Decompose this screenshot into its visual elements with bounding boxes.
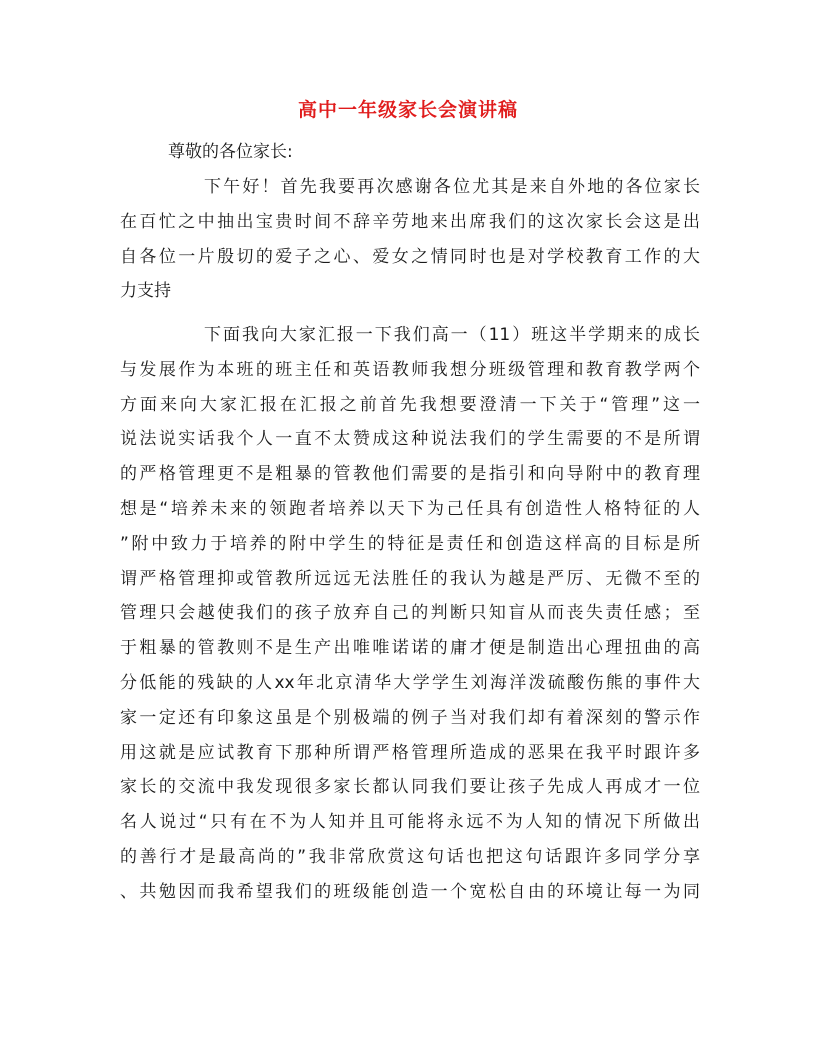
paragraph-line: 方面来向大家汇报在汇报之前首先我想要澄清一下关于“管理”这一 <box>120 394 700 415</box>
paragraph-2 <box>120 318 700 910</box>
paragraph-line: 下午好！首先我要再次感谢各位尤其是来自外地的各位家长 <box>204 177 700 197</box>
paragraph-line: 谓严格管理抑或管教所远远无法胜任的我认为越是严厉、无微不至的 <box>120 568 700 589</box>
paragraph-line: 家长的交流中我发现很多家长都认同我们要让孩子先成人再成才一位 <box>120 777 700 798</box>
paragraph-line: 分低能的残缺的人xx年北京清华大学学生刘海洋泼硫酸伤熊的事件大 <box>120 672 700 693</box>
document-title: 高中一年级家长会演讲稿 <box>297 99 518 121</box>
salutation: 尊敬的各位家长: <box>168 142 293 162</box>
paragraph-line: 自各位一片殷切的爱子之心、爱女之情同时也是对学校教育工作的大 <box>120 246 700 267</box>
paragraph-line: 、共勉因而我希望我们的班级能创造一个宽松自由的环境让每一为同 <box>120 881 700 902</box>
paragraph-line: 于粗暴的管教则不是生产出唯唯诺诺的庸才便是制造出心理扭曲的高 <box>120 638 700 659</box>
paragraph-line: 家一定还有印象这虽是个别极端的例子当对我们却有着深刻的警示作 <box>120 707 700 728</box>
paragraph-line: 用这就是应试教育下那种所谓严格管理所造成的恶果在我平时跟许多 <box>120 742 700 763</box>
paragraph-line: 的严格管理更不是粗暴的管教他们需要的是指引和向导附中的教育理 <box>120 464 700 485</box>
paragraph-line: 下面我向大家汇报一下我们高一（11）班这半学期来的成长 <box>204 325 700 345</box>
paragraph-line: 说法说实话我个人一直不太赞成这种说法我们的学生需要的不是所谓 <box>120 429 700 450</box>
paragraph-line: 管理只会越使我们的孩子放弃自己的判断只知盲从而丧失责任感；至 <box>120 603 700 624</box>
paragraph-line: 力支持 <box>120 281 171 302</box>
paragraph-1 <box>120 170 700 309</box>
paragraph-line: 名人说过“只有在不为人知并且可能将永远不为人知的情况下所做出 <box>120 812 700 833</box>
paragraph-line: 在百忙之中抽出宝贵时间不辞辛劳地来出席我们的这次家长会这是出 <box>120 211 700 232</box>
paragraph-line: 想是“培养未来的领跑者培养以天下为己任具有创造性人格特征的人 <box>120 498 700 519</box>
paragraph-line: 与发展作为本班的班主任和英语教师我想分班级管理和教育教学两个 <box>120 359 700 380</box>
paragraph-line: 的善行才是最高尚的”我非常欣赏这句话也把这句话跟许多同学分享 <box>120 846 700 867</box>
paragraph-line: ”附中致力于培养的附中学生的特征是责任和创造这样高的目标是所 <box>120 533 700 554</box>
